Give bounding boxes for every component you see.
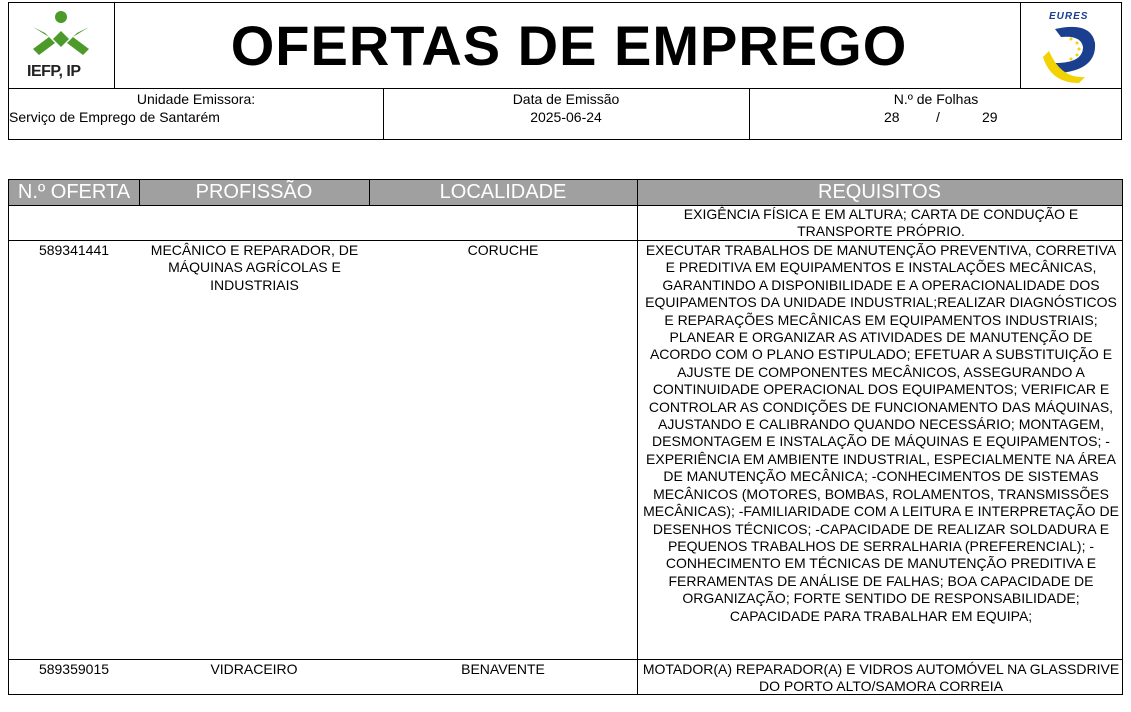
unidade-label: Unidade Emissora: — [136, 91, 256, 107]
cell-localidade: CORUCHE — [467, 242, 539, 258]
cell-profissao: MECÂNICO E REPARADOR, DE MÁQUINAS AGRÍCOLAS E INDUSTRIAIS — [150, 242, 359, 293]
eures-logo-text: EURES — [1049, 11, 1089, 22]
iefp-logo-icon — [9, 3, 114, 63]
column-header-requisitos: REQUISITOS — [818, 181, 941, 203]
folha-total: 29 — [982, 109, 998, 125]
column-header-localidade: LOCALIDADE — [369, 180, 638, 205]
table-header-row — [8, 179, 1123, 206]
folhas-label: N.º de Folhas — [893, 91, 979, 107]
eures-logo-icon — [1021, 3, 1121, 88]
offers-table — [8, 179, 1123, 695]
document-header — [8, 2, 1122, 140]
unidade-emissora — [9, 88, 384, 139]
table-row — [9, 659, 1122, 696]
table-row — [9, 240, 1122, 660]
cell-numero: 589359015 — [38, 661, 110, 677]
eures-logo-box — [1020, 3, 1121, 88]
table-row — [9, 206, 1122, 240]
cell-numero: 589341441 — [38, 242, 110, 258]
data-emissao — [383, 88, 750, 139]
header-meta-row — [9, 88, 1121, 139]
data-label: Data de Emissão — [512, 91, 620, 107]
iefp-logo-text: IEFP, IP — [27, 63, 81, 80]
header-top-row — [9, 3, 1121, 89]
numero-folhas — [749, 88, 1123, 139]
cell-profissao: VIDRACEIRO — [210, 661, 298, 677]
data-value: 2025-06-24 — [530, 109, 602, 125]
unidade-value: Serviço de Emprego de Santarém — [9, 109, 220, 125]
cell-requisitos: EXECUTAR TRABALHOS DE MANUTENÇÃO PREVENTIVA, CORRETIVA E PREDITIVA EM EQUIPAMENTOS E INSTALAÇÕES MECÂNICAS, GARANTINDO A DISPONIBILIDADE E A OPERACIONALIDADE DOS EQUIPAMENTOS DA UNIDADE INDUSTRIAL;REALIZAR DIAGNÓSTICOS E REPARAÇÕES MECÂNICAS EM EQUIPAMENTOS INDUSTRIAIS; PLANEAR E ORGANIZAR AS ATIVIDADES DE MANUTENÇÃO DE ACORDO COM O PLANO ESTIPULADO; EFETUAR A SUBSTITUIÇÃO E AJUSTE DE COMPONENTES MECÂNICOS, ASSEGURANDO A CONTINUIDADE OPERACIONAL DOS EQUIPAMENTOS; VERIFICAR E CONTROLAR AS CONDIÇÕES DE FUNCIONAMENTO DAS MÁQUINAS, AJUSTANDO E CALIBRANDO QUANDO NECESSÁRIO; MONTAGEM, DESMONTAGEM E INSTALAÇÃO DE MÁQUINAS E EQUIPAMENTOS; -EXPERIÊNCIA EM AMBIENTE INDUSTRIAL, ESPECIALMENTE NA ÁREA DE MANUTENÇÃO MECÂNICA; -CONHECIMENTOS DE SISTEMAS MECÂNICOS (MOTORES, BOMBAS, ROLAMENTOS, TRANSMISSÕES MECÂNICAS); -FAMILIARIDADE COM A LEITURA E INTERPRETAÇÃO DE DESENHOS TÉCNICOS; -CAPACIDADE DE REALIZAR SOLDADURA E PEQUENOS TRABALHOS DE SERRALHARIA (PREFERENCIAL); -CONHECIMENTO EM TÉCNICAS DE MANUTENÇÃO PREDITIVA E FERRAMENTAS DE ANÁLISE DE FALHAS; BOA CAPACIDADE DE ORGANIZAÇÃO; FORTE SENTIDO DE RESPONSABILIDADE; CAPACIDADE PARA TRABALHAR EM EQUIPA; — [643, 242, 1119, 624]
folha-separator: / — [936, 109, 940, 125]
folha-atual: 28 — [884, 109, 900, 125]
column-header-numero: N.º OFERTA — [9, 180, 140, 205]
cell-requisitos: MOTADOR(A) REPARADOR(A) E VIDROS AUTOMÓVEL NA GLASSDRIVE DO PORTO ALTO/SAMORA CORREIA — [642, 661, 1120, 695]
column-header-profissao: PROFISSÃO — [139, 180, 370, 205]
iefp-logo-box — [9, 3, 115, 88]
page-title: OFERTAS DE EMPREGO — [230, 14, 908, 77]
cell-localidade: BENAVENTE — [461, 661, 545, 677]
cell-requisitos: EXIGÊNCIA FÍSICA E EM ALTURA; CARTA DE CONDUÇÃO E TRANSPORTE PRÓPRIO. — [683, 206, 1079, 240]
table-body — [8, 206, 1123, 695]
